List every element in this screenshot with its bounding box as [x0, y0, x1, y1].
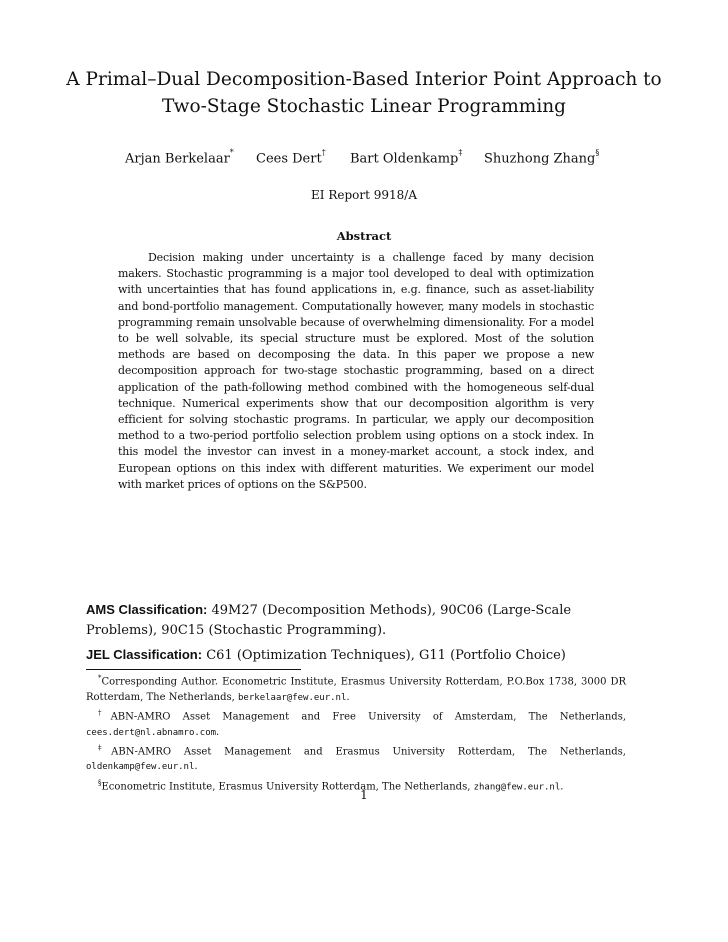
author-name: Arjan Berkelaar — [125, 151, 230, 167]
footnote-rule — [86, 669, 301, 670]
footnote-email: cees.dert@nl.abnamro.com — [86, 727, 217, 738]
footnote-end: . — [346, 691, 350, 703]
paper-title — [0, 66, 728, 120]
footnote-email: zhang@few.eur.nl — [473, 782, 561, 793]
abstract-body — [118, 250, 594, 493]
footnote-end: . — [194, 761, 198, 773]
author-mark: ‡ — [458, 148, 463, 157]
footnote-email: oldenkamp@few.eur.nl — [86, 762, 195, 773]
ams-classification — [86, 600, 626, 641]
author-1 — [125, 150, 234, 166]
footnote-text: Corresponding Author. Econometric Institute, Erasmus University Rotterdam, P.O.Box 1738, 3000 DR Rotterdam, The Netherlands, — [86, 676, 626, 703]
jel-text: C61 (Optimization Techniques), G11 (Portfolio Choice) — [206, 648, 566, 663]
footnote-end: . — [560, 781, 564, 793]
footnote-2 — [86, 706, 626, 741]
footnote-mark: ‡ — [98, 743, 112, 752]
author-3 — [350, 150, 462, 166]
author-name: Bart Oldenkamp — [350, 151, 459, 167]
footnote-text: ABN-AMRO Asset Management and Free University of Amsterdam, The Netherlands, — [110, 711, 627, 723]
abstract-text: Decision making under uncertainty is a challenge faced by many decision makers. Stochastic programming is a major tool developed to deal with optimization with uncertainties that has found applications in, e.g. finance, such as asset-liability and bond-portfolio management. Computationally however, many models in stochastic programming remain unsolvable because of overwhelming dimensionality. For a model to be well solvable, its special structure must be explored. Most of the solution methods are based on decomposing the data. In this paper we propose a new decomposition approach for two-stage stochastic programming, based on a direct application of the path-following method combined with the homogeneous self-dual technique. Numerical experiments show that our decomposition algorithm is very efficient for solving stochastic programs. In particular, we apply our decomposition method to a two-period portfolio selection problem using options on a stock index. In this model the investor can invest in a money-market account, a stock index, and European options on this index with different maturities. We experiment our model with market prices of options on the S&P500. — [118, 251, 594, 491]
title-line-1: A Primal–Dual Decomposition-Based Interior Point Approach to — [66, 69, 662, 90]
abstract-heading: Abstract — [336, 229, 392, 243]
author-list — [0, 150, 728, 174]
page-number: 1 — [360, 788, 368, 802]
footnote-text: Econometric Institute, Erasmus University Rotterdam, The Netherlands, — [101, 781, 474, 793]
footnote-end: . — [216, 726, 220, 738]
jel-classification — [86, 645, 626, 666]
report-number: EI Report 9918/A — [311, 188, 417, 202]
footnote-mark: § — [98, 778, 102, 787]
footnotes — [86, 671, 626, 795]
ams-label: AMS Classification: — [86, 602, 208, 617]
footnote-1 — [86, 671, 626, 706]
footnote-text: ABN-AMRO Asset Management and Erasmus University Rotterdam, The Netherlands, — [111, 746, 626, 758]
author-4 — [484, 150, 599, 166]
ams-text: 49M27 (Decomposition Methods), 90C06 (Large-Scale Problems), 90C15 (Stochastic Programming). — [86, 603, 572, 638]
author-mark: † — [321, 148, 326, 157]
footnote-email: berkelaar@few.eur.nl — [238, 692, 347, 703]
author-name: Shuzhong Zhang — [484, 151, 596, 167]
footnote-3 — [86, 741, 626, 776]
jel-label: JEL Classification: — [86, 647, 203, 662]
author-mark: * — [229, 148, 234, 157]
title-line-2: Two-Stage Stochastic Linear Programming — [161, 96, 567, 117]
footnote-mark: † — [98, 708, 111, 717]
author-name: Cees Dert — [256, 151, 322, 167]
footnote-mark: * — [98, 674, 102, 682]
author-mark: § — [595, 148, 600, 157]
author-2 — [256, 150, 326, 166]
